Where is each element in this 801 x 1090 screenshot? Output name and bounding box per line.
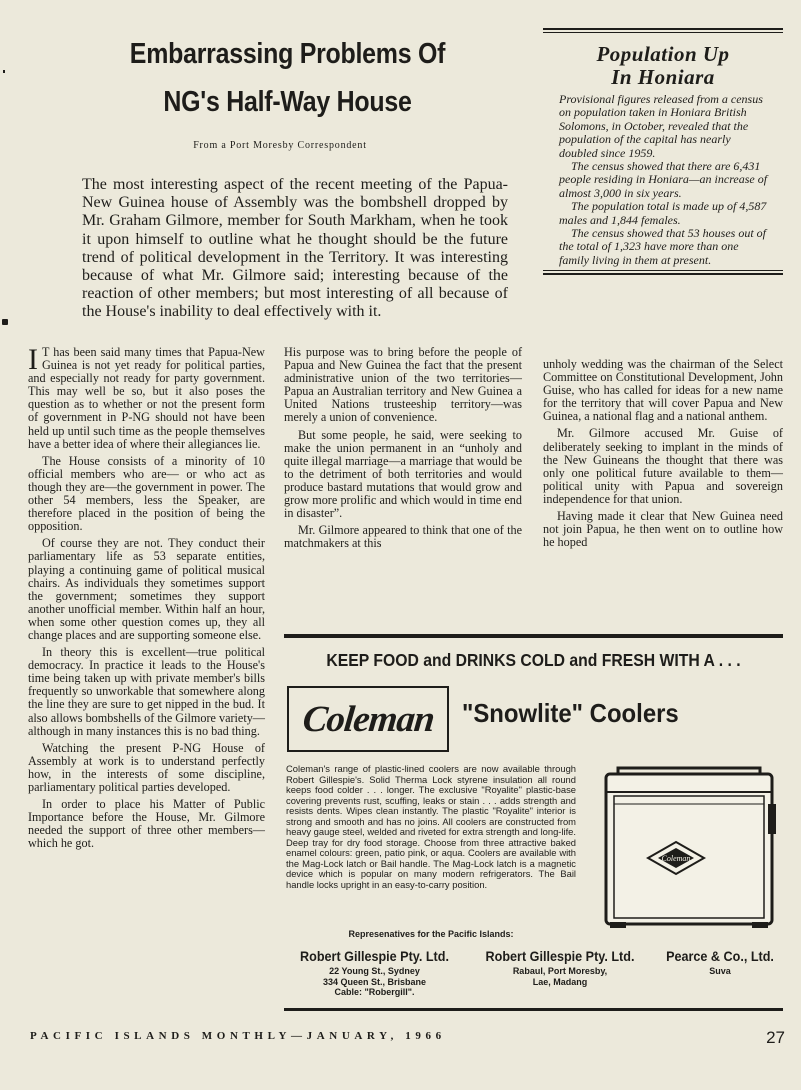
rep-address: Suva [709,966,731,976]
column-paragraph: In theory this is excellent—true political democracy. In practice it leads to the House's time being taken up with private member's bills frequently so unworkable that somewhere along the line they are sure to get nipped in the bud. It also allows bombshells of the Gilmore variety—although in many instances this is no bad thing. [28,645,265,738]
article-headline [92,30,483,126]
sidebar-top-rule [543,28,783,33]
sidebar-box [543,28,783,275]
cooler-illustration [596,764,782,934]
column-paragraph: In order to place his Matter of Public Importance before the House, Mr. Gilmore needed the support of three other members—which he got. [28,797,265,851]
article-column-3 [543,358,783,553]
paragraph-text: T has been said many times that Papua-New Guinea is not yet ready for political parties, and especially not ready for party government. This may well be so, but it also poses the question as to whether or not the present form of government in P-NG should not have been held up until such time as the people themselves have a better idea of where their allegiances lie. [28,345,265,451]
representatives-title: Represenatives for the Pacific Islands: [348,929,514,939]
ad-headline: KEEP FOOD and DRINKS COLD and FRESH WITH A . . . [326,650,741,670]
headline-line-2: NG's Half-Way House [163,86,412,118]
column-paragraph [28,343,265,451]
article-column-1 [28,343,265,854]
sidebar-body [543,89,783,267]
sidebar-paragraph: The census showed that 53 houses out of the total of 1,323 have more than one family living in them at present. [559,226,766,267]
column-paragraph: Mr. Gilmore appeared to think that one of the matchmakers at this [284,523,522,551]
logo-text: Coleman [300,698,436,740]
ad-bottom-rule [284,1008,783,1011]
byline: From a Port Moresby Correspondent [193,140,367,151]
column-paragraph: The House consists of a minority of 10 official members who are— or who act as though they are—the government in power. The other 54 members, less the Speaker, are therefore placed in the position of being the opposition. [28,453,265,534]
rep-address: Lae, Madang [532,976,588,987]
margin-mark [3,70,5,73]
sidebar-paragraph: The population total is made up of 4,587 males and 1,844 females. [559,199,767,227]
representative-3 [655,948,785,977]
column-paragraph: But some people, he said, were seeking to make the union permanent in an “unholy and quite illegal marriage—a marriage that would be to the detriment of both territories and would produce bastard mutations that would grow and grow more prolific and which would in time end in disaster”. [284,427,522,521]
cooler-badge-text: Coleman [661,854,691,863]
rep-name: Robert Gillespie Pty. Ltd. [300,948,449,964]
footer-masthead: PACIFIC ISLANDS MONTHLY—JANUARY, 1966 [30,1030,446,1042]
sidebar-bottom-rule [543,270,783,275]
column-paragraph: Of course they are not. They conduct their parliamentary life as 53 separate entities, playing a continuing game of political musical chairs. As individuals they sometimes support the government; sometimes they support another unofficial member. Within half an hour, when some other question comes up, they all change places and are supporting someone else. [28,536,265,642]
ad-body-copy: Coleman's range of plastic-lined coolers are now available through Robert Gillespie's. Solid Therma Lock styrene insulation all round keeps food colder . . . longer. The exclusive "Royalite" plastic-base covering prevents rust, scuffing, leaks or stain . . . adds strength and resists dents. Wipes clean instantly. The plastic "Royalite" interior is strong and smooth and has no joins. All coolers are constructed from heavy gauge steel, welded and riveted for extra strength and long-life. Deep tray for dry food storage. Choose from three attractive baked enamel colours: green, patio pink, or aqua. Coolers are available with the Mag-Lock latch or Bail handle. The Mag-Lock latch is a magnetic device which is popular on many modern refrigerators. The Bail handle locks upright in an easy-to-carry position. [286,763,576,890]
column-paragraph: unholy wedding was the chairman of the Select Committee on Constitutional Development, John Guise, who has called for ideas for a new name for the territory that will cover Papua and New Guinea, a national flag and a national anthem. [543,357,783,424]
sidebar-title-line-1: Population Up [596,42,730,66]
sidebar-paragraph: The census showed that there are 6,431 people residing in Honiara—an increase of almost 3,000 in six years. [559,159,768,200]
margin-bullet [2,319,8,325]
column-paragraph: Watching the present P-NG House of Assembly at work is to understand perfectly how, in the interests of some discipline, parliamentary political parties developed. [28,740,265,794]
drop-cap: I [28,343,38,376]
representative-1 [287,948,462,998]
rep-name: Robert Gillespie Pty. Ltd. [485,948,635,964]
rep-address: 334 Queen St., Brisbane [322,976,427,987]
column-paragraph: His purpose was to bring before the people of Papua and New Guinea the fact that the present administrative union of the two territories—Papua an Australian territory and New Guinea a United Nations trusteeship territory—was merely a union of convenience. [284,345,522,425]
rep-address: 22 Young St., Sydney [329,966,420,976]
representative-2 [470,948,650,987]
product-name: "Snowlite" Coolers [462,698,679,728]
coleman-logo [287,686,449,752]
article-column-2 [284,346,522,554]
page-number: 27 [766,1028,785,1047]
rep-cable: Cable: "Robergill". [334,987,415,997]
headline-line-1: Embarrassing Problems Of [129,38,446,70]
column-paragraph: Mr. Gilmore accused Mr. Guise of deliberately seeking to implant in the minds of the New Guineans the thought that there was only one political future available to them— political unity with Papua and sovereign independence for that union. [543,426,783,506]
sidebar-title [543,43,783,89]
sidebar-paragraph: Provisional figures released from a census on population taken in Honiara British Solomons, in October, revealed that the population of the capital has nearly doubled since 1959. [559,92,763,160]
ad-top-rule [284,634,783,638]
column-paragraph: Having made it clear that New Guinea need not join Papua, he then went on to outline how he hoped [543,509,783,550]
sidebar-title-line-2: In Honiara [611,65,715,89]
lead-paragraph: The most interesting aspect of the recent meeting of the Papua-New Guinea house of Assembly was the bombshell dropped by Mr. Graham Gilmore, member for South Markham, when he took it upon himself to outline what he thought should be the future trend of political development in the Territory. It was interesting because of what Mr. Gilmore said; interesting because of the reaction of other members; but most interesting of all because of the House's inability to deal effectively with it. [82,176,508,321]
rep-name: Pearce & Co., Ltd. [666,948,774,964]
rep-address: Rabaul, Port Moresby, [512,966,608,976]
